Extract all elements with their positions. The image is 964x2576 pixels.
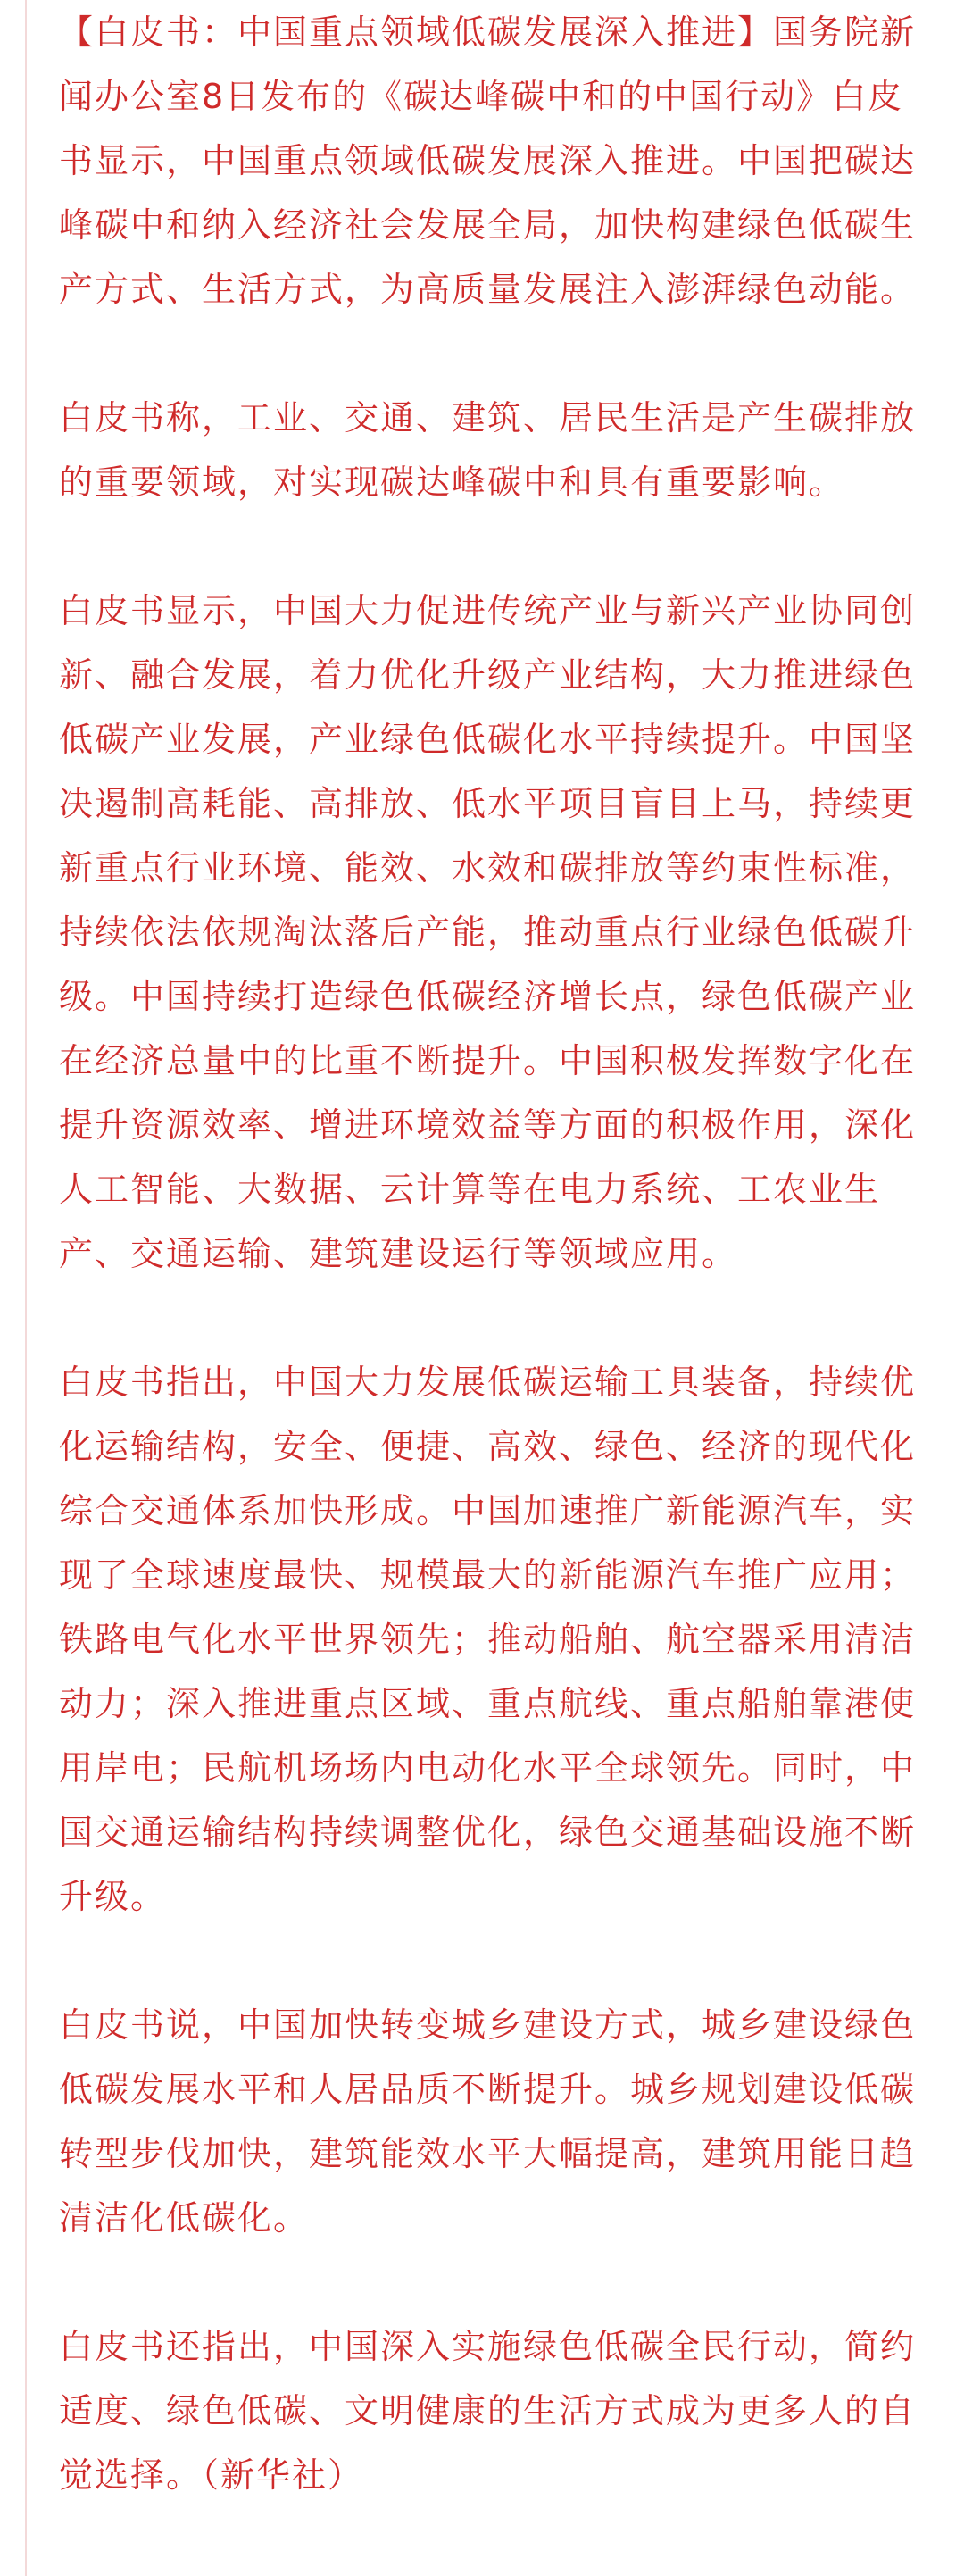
paragraph-key-sectors: 白皮书称，工业、交通、建筑、居民生活是产生碳排放的重要领域，对实现碳达峰碳中和具有重要影响。 bbox=[59, 398, 917, 502]
paragraph-transport: 白皮书指出，中国大力发展低碳运输工具装备，持续优化运输结构，安全、便捷、高效、绿色、经济的现代化综合交通体系加快形成。中国加速推广新能源汽车，实现了全球速度最快、规模最大的新能源汽车推广应用；铁路电气化水平世界领先；推动船舶、航空器采用清洁动力；深入推进重点区域、重点航线、重点船舶靠港使用岸电；民航机场场内电动化水平全球领先。同时，中国交通运输结构持续调整优化，绿色交通基础设施不断升级。 bbox=[59, 1363, 917, 1916]
margin-rule bbox=[25, 0, 27, 2576]
paragraph-intro: 【白皮书：中国重点领域低碳发展深入推进】国务院新闻办公室8日发布的《碳达峰碳中和的中国行动》白皮书显示，中国重点领域低碳发展深入推进。中国把碳达峰碳中和纳入经济社会发展全局，加快构建绿色低碳生产方式、生活方式，为高质量发展注入澎湃绿色动能。 bbox=[59, 13, 917, 309]
paragraph-gap bbox=[59, 2250, 932, 2314]
article-body bbox=[59, 0, 932, 2507]
paragraph-urban-construction: 白皮书说，中国加快转变城乡建设方式，城乡建设绿色低碳发展水平和人居品质不断提升。城乡规划建设低碳转型步伐加快，建筑能效水平大幅提高，建筑用能日趋清洁化低碳化。 bbox=[59, 2005, 917, 2238]
paragraph-industry: 白皮书显示，中国大力促进传统产业与新兴产业协同创新、融合发展，着力优化升级产业结构，大力推进绿色低碳产业发展，产业绿色低碳化水平持续提升。中国坚决遏制高耗能、高排放、低水平项目盲目上马，持续更新重点行业环境、能效、水效和碳排放等约束性标准，持续依法依规淘汰落后产能，推动重点行业绿色低碳升级。中国持续打造绿色低碳经济增长点，绿色低碳产业在经济总量中的比重不断提升。中国积极发挥数字化在提升资源效率、增进环境效益等方面的积极作用，深化人工智能、大数据、云计算等在电力系统、工农业生产、交通运输、建筑建设运行等领域应用。 bbox=[59, 591, 917, 1273]
paragraph-gap bbox=[59, 1929, 932, 1993]
paragraph-lifestyle: 白皮书还指出，中国深入实施绿色低碳全民行动，简约适度、绿色低碳、文明健康的生活方式成为更多人的自觉选择。（新华社） bbox=[59, 2327, 917, 2495]
paragraph-gap bbox=[59, 1286, 932, 1350]
paragraph-gap bbox=[59, 321, 932, 386]
paragraph-gap bbox=[59, 514, 932, 579]
